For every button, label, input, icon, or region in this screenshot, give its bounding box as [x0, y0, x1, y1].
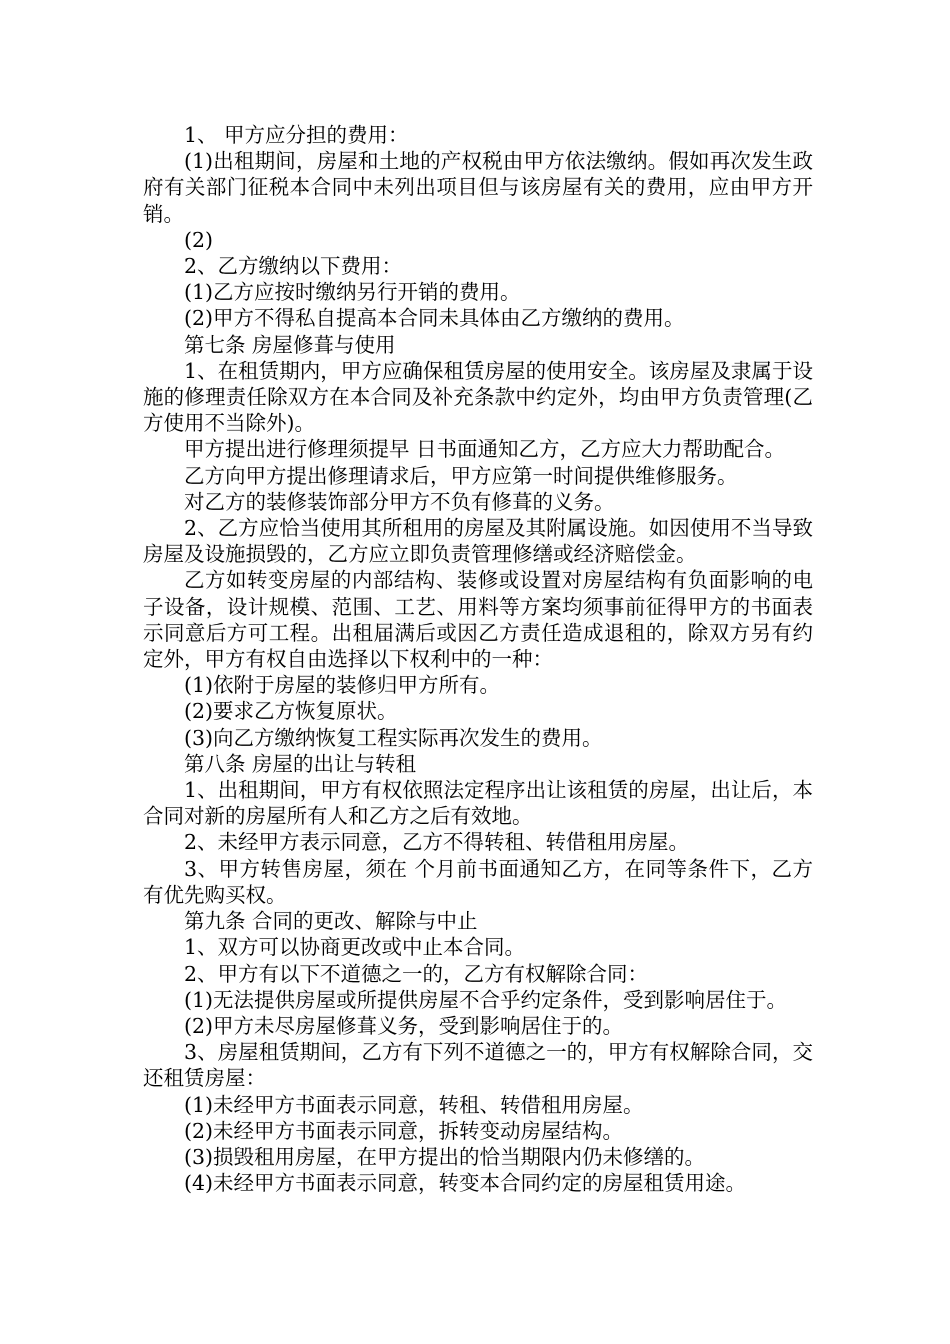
clause-paragraph: (1)未经甲方书面表示同意，转租、转借租用房屋。: [184, 1092, 644, 1117]
clause-paragraph: 2、乙方应恰当使用其所租用的房屋及其附属设施。如因使用不当导致房屋及设施损毁的，乙方应立即负责管理修缮或经济赔偿金。: [143, 516, 813, 567]
clause-paragraph: (2)甲方不得私自提高本合同未具体由乙方缴纳的费用。: [184, 306, 685, 331]
clause-paragraph: (1)出租期间，房屋和土地的产权税由甲方依法缴纳。假如再次发生政府有关部门征税本合同中未列出项目但与该房屋有关的费用，应由甲方开销。: [143, 149, 813, 226]
clause-paragraph: 2、乙方缴纳以下费用：: [184, 254, 403, 279]
clause-paragraph: 1、双方可以协商更改或中止本合同。: [184, 935, 526, 960]
clause-paragraph: (2)甲方未尽房屋修葺义务，受到影响居住于的。: [184, 1013, 624, 1038]
clause-paragraph: 1、在租赁期内，甲方应确保租赁房屋的使用安全。该房屋及隶属于设施的修理责任除双方在本合同及补充条款中约定外，均由甲方负责管理(乙方使用不当除外)。: [143, 358, 813, 436]
clause-paragraph: (3)向乙方缴纳恢复工程实际再次发生的费用。: [184, 725, 603, 750]
clause-paragraph: 乙方向甲方提出修理请求后，甲方应第一时间提供维修服务。: [184, 463, 738, 488]
clause-paragraph: 1、出租期间，甲方有权依照法定程序出让该租赁的房屋，出让后，本合同对新的房屋所有人和乙方之后有效地。: [143, 778, 813, 829]
clause-paragraph: (2)未经甲方书面表示同意，拆转变动房屋结构。: [184, 1118, 624, 1143]
section-heading: 第九条 合同的更改、解除与中止: [184, 909, 478, 934]
clause-paragraph: (2)要求乙方恢复原状。: [184, 699, 398, 724]
clause-paragraph: 乙方如转变房屋的内部结构、装修或设置对房屋结构有负面影响的电子设备，设计规模、范围、工艺、用料等方案均须事前征得甲方的书面表示同意后方可工程。出租届满后或因乙方责任造成退租的，除双方另有约定外，甲方有权自由选择以下权利中的一种：: [143, 568, 813, 672]
clause-paragraph: (1)无法提供房屋或所提供房屋不合乎约定条件，受到影响居住于。: [184, 987, 788, 1012]
clause-paragraph: (1)依附于房屋的装修归甲方所有。: [184, 673, 501, 698]
section-heading: 第八条 房屋的出让与转租: [184, 751, 417, 776]
clause-paragraph: (1)乙方应按时缴纳另行开销的费用。: [184, 280, 521, 305]
clause-paragraph: 3、房屋租赁期间，乙方有下列不道德之一的，甲方有权解除合同，交还租赁房屋：: [143, 1040, 813, 1091]
section-heading: 第七条 房屋修葺与使用: [184, 332, 396, 357]
clause-paragraph: 3、甲方转售房屋，须在 个月前书面通知乙方，在同等条件下，乙方有优先购买权。: [143, 856, 813, 907]
clause-paragraph: 1、 甲方应分担的费用：: [184, 123, 409, 147]
clause-paragraph: (2): [184, 227, 214, 252]
clause-paragraph: 2、甲方有以下不道德之一的，乙方有权解除合同：: [184, 961, 649, 986]
document-body: [143, 122, 813, 1196]
clause-paragraph: 甲方提出进行修理须提早 日书面通知乙方，乙方应大力帮助配合。: [184, 437, 786, 462]
clause-paragraph: (3)损毁租用房屋，在甲方提出的恰当期限内仍未修缮的。: [184, 1144, 706, 1169]
clause-paragraph: 对乙方的装修装饰部分甲方不负有修葺的义务。: [184, 489, 615, 514]
clause-paragraph: 2、未经甲方表示同意，乙方不得转租、转借租用房屋。: [184, 830, 690, 855]
clause-paragraph: (4)未经甲方书面表示同意，转变本合同约定的房屋租赁用途。: [184, 1171, 747, 1196]
